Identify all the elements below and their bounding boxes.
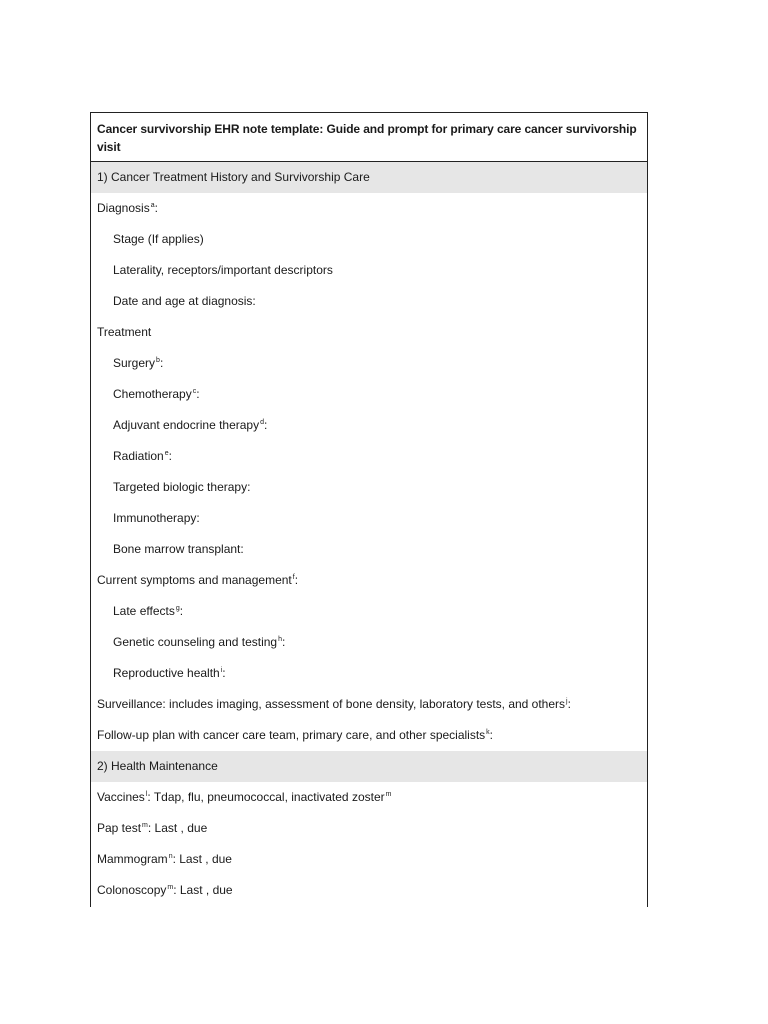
section-header-row <box>91 751 647 782</box>
footnote-marker: b <box>156 357 160 364</box>
footnote-marker: i <box>220 667 223 674</box>
table-row <box>91 596 647 627</box>
row-label: Stage (If applies) <box>113 232 204 246</box>
row-suffix: : <box>282 635 286 649</box>
footnote-marker: c <box>192 388 197 395</box>
row-label: Treatment <box>97 325 152 339</box>
row-suffix: : <box>168 449 172 463</box>
footnote-marker: f <box>292 574 295 581</box>
row-suffix: : Tdap, flu, pneumococcal, inactivated zoster <box>147 790 385 804</box>
footnote-marker: a <box>150 202 155 209</box>
footnote-marker: l <box>145 791 148 798</box>
table-row <box>91 224 647 255</box>
row-suffix: : Last , due <box>147 821 208 835</box>
row-suffix: : <box>567 697 571 711</box>
row-label: Date and age at diagnosis: <box>113 294 256 308</box>
row-label: Laterality, receptors/important descriptors <box>113 263 333 277</box>
row-label: Mammogram <box>97 852 168 866</box>
row-suffix: : <box>154 201 158 215</box>
row-suffix: : <box>179 604 184 618</box>
row-suffix: : <box>294 573 299 587</box>
row-label: Late effects <box>113 604 175 618</box>
table-row <box>91 782 647 813</box>
table-row <box>91 534 647 565</box>
footnote-marker: h <box>278 636 283 643</box>
footnote-marker: m <box>142 822 148 829</box>
row-label: Radiation <box>113 449 164 463</box>
table-row <box>91 379 647 410</box>
table-row <box>91 441 647 472</box>
row-suffix: : <box>222 666 226 680</box>
row-label: Adjuvant endocrine therapy <box>113 418 260 432</box>
row-suffix: : <box>159 356 164 370</box>
table-row <box>91 317 647 348</box>
footnote-marker: e <box>164 450 169 457</box>
row-label: Current symptoms and management <box>97 573 292 587</box>
table-row <box>91 410 647 441</box>
footnote-marker: j <box>566 698 568 705</box>
row-label: Diagnosis <box>97 201 150 215</box>
table-row <box>91 720 647 751</box>
table-row <box>91 348 647 379</box>
table-row <box>91 255 647 286</box>
row-label: Bone marrow transplant: <box>113 542 244 556</box>
table-row <box>91 627 647 658</box>
row-suffix: : Last , due <box>173 883 233 897</box>
row-label: Surgery <box>113 356 156 370</box>
row-suffix: : <box>489 728 494 742</box>
section-header-row <box>91 162 647 193</box>
table-row <box>91 813 647 844</box>
row-suffix: : <box>196 387 200 401</box>
row-suffix: : <box>264 418 268 432</box>
row-label: Genetic counseling and testing <box>113 635 278 649</box>
table-row <box>91 565 647 596</box>
footnote-marker: g <box>175 605 180 612</box>
footnote-marker: m <box>167 884 174 891</box>
table-body <box>91 162 647 906</box>
table-title: Cancer survivorship EHR note template: Guide and prompt for primary care cancer survivorship visit <box>91 113 647 162</box>
row-label: 1) Cancer Treatment History and Survivorship Care <box>97 170 370 184</box>
table-row <box>91 658 647 689</box>
row-label: Surveillance: includes imaging, assessment of bone density, laboratory tests, and others <box>97 697 566 711</box>
footnote-marker: k <box>486 729 490 736</box>
table-row <box>91 472 647 503</box>
row-label: Targeted biologic therapy: <box>113 480 251 494</box>
footnote-marker: m <box>385 791 392 798</box>
table-row <box>91 689 647 720</box>
table-row <box>91 844 647 875</box>
row-label: 2) Health Maintenance <box>97 759 218 773</box>
row-label: Pap test <box>97 821 142 835</box>
row-label: Vaccines <box>97 790 145 804</box>
table-row <box>91 503 647 534</box>
footnote-marker: d <box>260 419 265 426</box>
table-row <box>91 193 647 224</box>
survivorship-template-table <box>90 112 648 907</box>
row-label: Colonoscopy <box>97 883 167 897</box>
table-row <box>91 286 647 317</box>
row-label: Chemotherapy <box>113 387 192 401</box>
row-label: Reproductive health <box>113 666 220 680</box>
row-label: Immunotherapy: <box>113 511 200 525</box>
row-label: Follow-up plan with cancer care team, primary care, and other specialists <box>97 728 486 742</box>
footnote-marker: n <box>168 853 173 860</box>
table-row <box>91 875 647 906</box>
row-suffix: : Last , due <box>172 852 232 866</box>
